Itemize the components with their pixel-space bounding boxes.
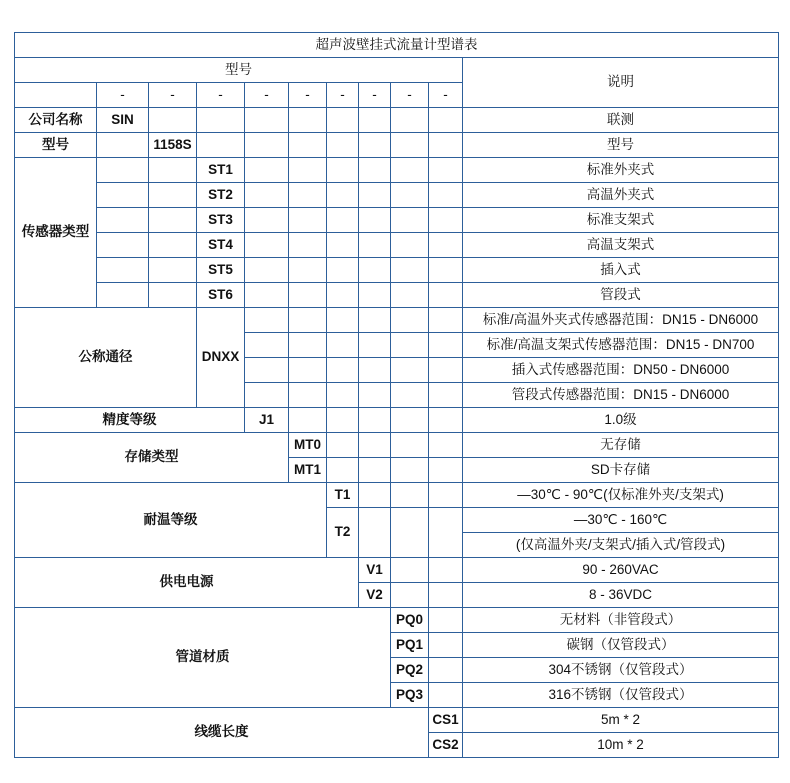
empty-cell (359, 108, 391, 133)
empty-cell (359, 508, 391, 558)
empty-cell (97, 158, 149, 183)
row-label-nominal-diameter: 公称通径 (15, 308, 197, 408)
empty-cell (327, 333, 359, 358)
spec-table-container (14, 32, 776, 758)
empty-cell (289, 358, 327, 383)
empty-cell (327, 358, 359, 383)
empty-cell (391, 158, 429, 183)
empty-cell (245, 233, 289, 258)
empty-cell (149, 158, 197, 183)
desc-dn-line2: 标准/高温支架式传感器范围：DN15 - DN700 (463, 333, 779, 358)
empty-cell (391, 408, 429, 433)
empty-cell (429, 683, 463, 708)
empty-cell (327, 208, 359, 233)
empty-cell (289, 133, 327, 158)
empty-cell (359, 208, 391, 233)
empty-cell (327, 283, 359, 308)
desc-cs2: 10m * 2 (463, 733, 779, 758)
empty-cell (391, 458, 429, 483)
empty-cell (149, 233, 197, 258)
desc-t1: —30℃ - 90℃(仅标准外夹/支架式) (463, 483, 779, 508)
code-pq3: PQ3 (391, 683, 429, 708)
table-row (15, 433, 779, 458)
table-title-row (15, 33, 779, 58)
desc-mt1: SD卡存储 (463, 458, 779, 483)
code-cs1: CS1 (429, 708, 463, 733)
empty-cell (289, 383, 327, 408)
desc-t2-line2: (仅高温外夹/支架式/插入式/管段式) (463, 533, 779, 558)
empty-cell (245, 158, 289, 183)
row-label-pipe-material: 管道材质 (15, 608, 391, 708)
empty-cell (429, 383, 463, 408)
row-label-storage: 存储类型 (15, 433, 289, 483)
dash-cell: - (289, 83, 327, 108)
dash-cell: - (245, 83, 289, 108)
empty-cell (359, 158, 391, 183)
empty-cell (391, 358, 429, 383)
table-row (15, 233, 779, 258)
empty-cell (429, 308, 463, 333)
empty-cell (429, 358, 463, 383)
row-label-accuracy: 精度等级 (15, 408, 245, 433)
empty-cell (197, 108, 245, 133)
empty-cell (245, 333, 289, 358)
empty-cell (289, 258, 327, 283)
empty-cell (429, 608, 463, 633)
empty-cell (391, 483, 429, 508)
table-row (15, 183, 779, 208)
empty-cell (289, 233, 327, 258)
empty-cell (289, 108, 327, 133)
table-row (15, 558, 779, 583)
empty-cell (97, 183, 149, 208)
empty-cell (391, 258, 429, 283)
empty-cell (391, 583, 429, 608)
empty-cell (359, 358, 391, 383)
desc-dn-line1: 标准/高温外夹式传感器范围：DN15 - DN6000 (463, 308, 779, 333)
desc-st5: 插入式 (463, 258, 779, 283)
empty-cell (359, 458, 391, 483)
empty-cell (359, 283, 391, 308)
empty-cell (429, 483, 463, 508)
code-sin: SIN (97, 108, 149, 133)
header-model: 型号 (15, 58, 463, 83)
empty-cell (359, 408, 391, 433)
desc-company: 联测 (463, 108, 779, 133)
empty-cell (327, 183, 359, 208)
empty-cell (327, 458, 359, 483)
empty-cell (429, 333, 463, 358)
code-st3: ST3 (197, 208, 245, 233)
empty-cell (359, 133, 391, 158)
empty-cell (327, 408, 359, 433)
empty-cell (245, 358, 289, 383)
code-st6: ST6 (197, 283, 245, 308)
empty-cell (97, 258, 149, 283)
empty-cell (245, 283, 289, 308)
code-v1: V1 (359, 558, 391, 583)
row-label-company: 公司名称 (15, 108, 97, 133)
empty-cell (391, 208, 429, 233)
desc-st1: 标准外夹式 (463, 158, 779, 183)
empty-cell (391, 333, 429, 358)
empty-cell (245, 308, 289, 333)
empty-cell (391, 133, 429, 158)
empty-cell (429, 283, 463, 308)
empty-cell (149, 258, 197, 283)
table-row (15, 158, 779, 183)
empty-cell (391, 108, 429, 133)
empty-cell (429, 183, 463, 208)
desc-mt0: 无存储 (463, 433, 779, 458)
empty-cell (429, 158, 463, 183)
desc-st3: 标准支架式 (463, 208, 779, 233)
empty-cell (391, 183, 429, 208)
code-t2: T2 (327, 508, 359, 558)
empty-cell (429, 208, 463, 233)
row-label-power-supply: 供电电源 (15, 558, 359, 608)
desc-st2: 高温外夹式 (463, 183, 779, 208)
empty-cell (97, 208, 149, 233)
dash-cell: - (197, 83, 245, 108)
empty-cell (327, 433, 359, 458)
empty-cell (429, 558, 463, 583)
empty-cell (391, 233, 429, 258)
empty-cell (429, 458, 463, 483)
empty-cell (391, 558, 429, 583)
empty-cell (149, 183, 197, 208)
empty-cell (391, 308, 429, 333)
table-row (15, 258, 779, 283)
empty-cell (359, 433, 391, 458)
code-model: 1158S (149, 133, 197, 158)
empty-cell (327, 158, 359, 183)
code-j1: J1 (245, 408, 289, 433)
empty-cell (429, 258, 463, 283)
table-row (15, 708, 779, 733)
empty-cell (359, 183, 391, 208)
desc-st6: 管段式 (463, 283, 779, 308)
desc-pq0: 无材料（非管段式） (463, 608, 779, 633)
empty-cell (149, 108, 197, 133)
dash-cell: - (391, 83, 429, 108)
row-label-model: 型号 (15, 133, 97, 158)
table-row (15, 483, 779, 508)
table-row (15, 108, 779, 133)
code-pq2: PQ2 (391, 658, 429, 683)
empty-cell (289, 308, 327, 333)
dash-cell: - (149, 83, 197, 108)
code-mt0: MT0 (289, 433, 327, 458)
empty-cell (429, 583, 463, 608)
table-row (15, 133, 779, 158)
empty-cell (289, 208, 327, 233)
empty-cell (429, 408, 463, 433)
empty-cell (359, 233, 391, 258)
empty-cell (327, 133, 359, 158)
empty-cell (429, 633, 463, 658)
empty-cell (327, 108, 359, 133)
table-header-row (15, 58, 779, 83)
empty-cell (391, 283, 429, 308)
empty-cell (245, 208, 289, 233)
code-cs2: CS2 (429, 733, 463, 758)
empty-cell (359, 333, 391, 358)
desc-t2-line1: —30℃ - 160℃ (463, 508, 779, 533)
row-label-sensor-type: 传感器类型 (15, 158, 97, 308)
empty-cell (245, 258, 289, 283)
empty-cell (97, 283, 149, 308)
empty-cell (245, 108, 289, 133)
empty-cell (429, 433, 463, 458)
desc-cs1: 5m * 2 (463, 708, 779, 733)
desc-st4: 高温支架式 (463, 233, 779, 258)
desc-accuracy: 1.0级 (463, 408, 779, 433)
empty-cell (289, 333, 327, 358)
empty-cell (197, 133, 245, 158)
code-st5: ST5 (197, 258, 245, 283)
desc-pq1: 碳钢（仅管段式） (463, 633, 779, 658)
desc-v1: 90 - 260VAC (463, 558, 779, 583)
empty-cell (429, 658, 463, 683)
empty-cell (327, 308, 359, 333)
table-row (15, 608, 779, 633)
empty-cell (245, 183, 289, 208)
header-description: 说明 (463, 58, 779, 108)
desc-model: 型号 (463, 133, 779, 158)
empty-cell (289, 408, 327, 433)
code-v2: V2 (359, 583, 391, 608)
empty-cell (429, 108, 463, 133)
code-pq0: PQ0 (391, 608, 429, 633)
desc-dn-line4: 管段式传感器范围：DN15 - DN6000 (463, 383, 779, 408)
table-row (15, 408, 779, 433)
empty-cell (327, 258, 359, 283)
empty-cell (391, 508, 429, 558)
empty-cell (429, 508, 463, 558)
code-mt1: MT1 (289, 458, 327, 483)
code-st2: ST2 (197, 183, 245, 208)
code-st1: ST1 (197, 158, 245, 183)
desc-pq2: 304不锈钢（仅管段式） (463, 658, 779, 683)
dash-cell: - (327, 83, 359, 108)
empty-cell (327, 383, 359, 408)
empty-cell (289, 158, 327, 183)
code-dnxx: DNXX (197, 308, 245, 408)
dash-cell (15, 83, 97, 108)
spec-table (14, 32, 779, 758)
desc-dn-line3: 插入式传感器范围：DN50 - DN6000 (463, 358, 779, 383)
empty-cell (149, 208, 197, 233)
empty-cell (245, 133, 289, 158)
empty-cell (429, 233, 463, 258)
empty-cell (289, 283, 327, 308)
row-label-cable-length: 线缆长度 (15, 708, 429, 758)
empty-cell (359, 383, 391, 408)
empty-cell (97, 233, 149, 258)
dash-cell: - (97, 83, 149, 108)
code-t1: T1 (327, 483, 359, 508)
table-row (15, 283, 779, 308)
table-row (15, 308, 779, 333)
empty-cell (359, 258, 391, 283)
empty-cell (327, 233, 359, 258)
empty-cell (359, 483, 391, 508)
empty-cell (391, 433, 429, 458)
dash-cell: - (359, 83, 391, 108)
dash-cell: - (429, 83, 463, 108)
empty-cell (245, 383, 289, 408)
empty-cell (97, 133, 149, 158)
empty-cell (289, 183, 327, 208)
desc-v2: 8 - 36VDC (463, 583, 779, 608)
empty-cell (149, 283, 197, 308)
empty-cell (359, 308, 391, 333)
code-pq1: PQ1 (391, 633, 429, 658)
empty-cell (429, 133, 463, 158)
desc-pq3: 316不锈钢（仅管段式） (463, 683, 779, 708)
row-label-temperature: 耐温等级 (15, 483, 327, 558)
code-st4: ST4 (197, 233, 245, 258)
empty-cell (391, 383, 429, 408)
page-title: 超声波壁挂式流量计型谱表 (15, 33, 779, 58)
table-row (15, 208, 779, 233)
